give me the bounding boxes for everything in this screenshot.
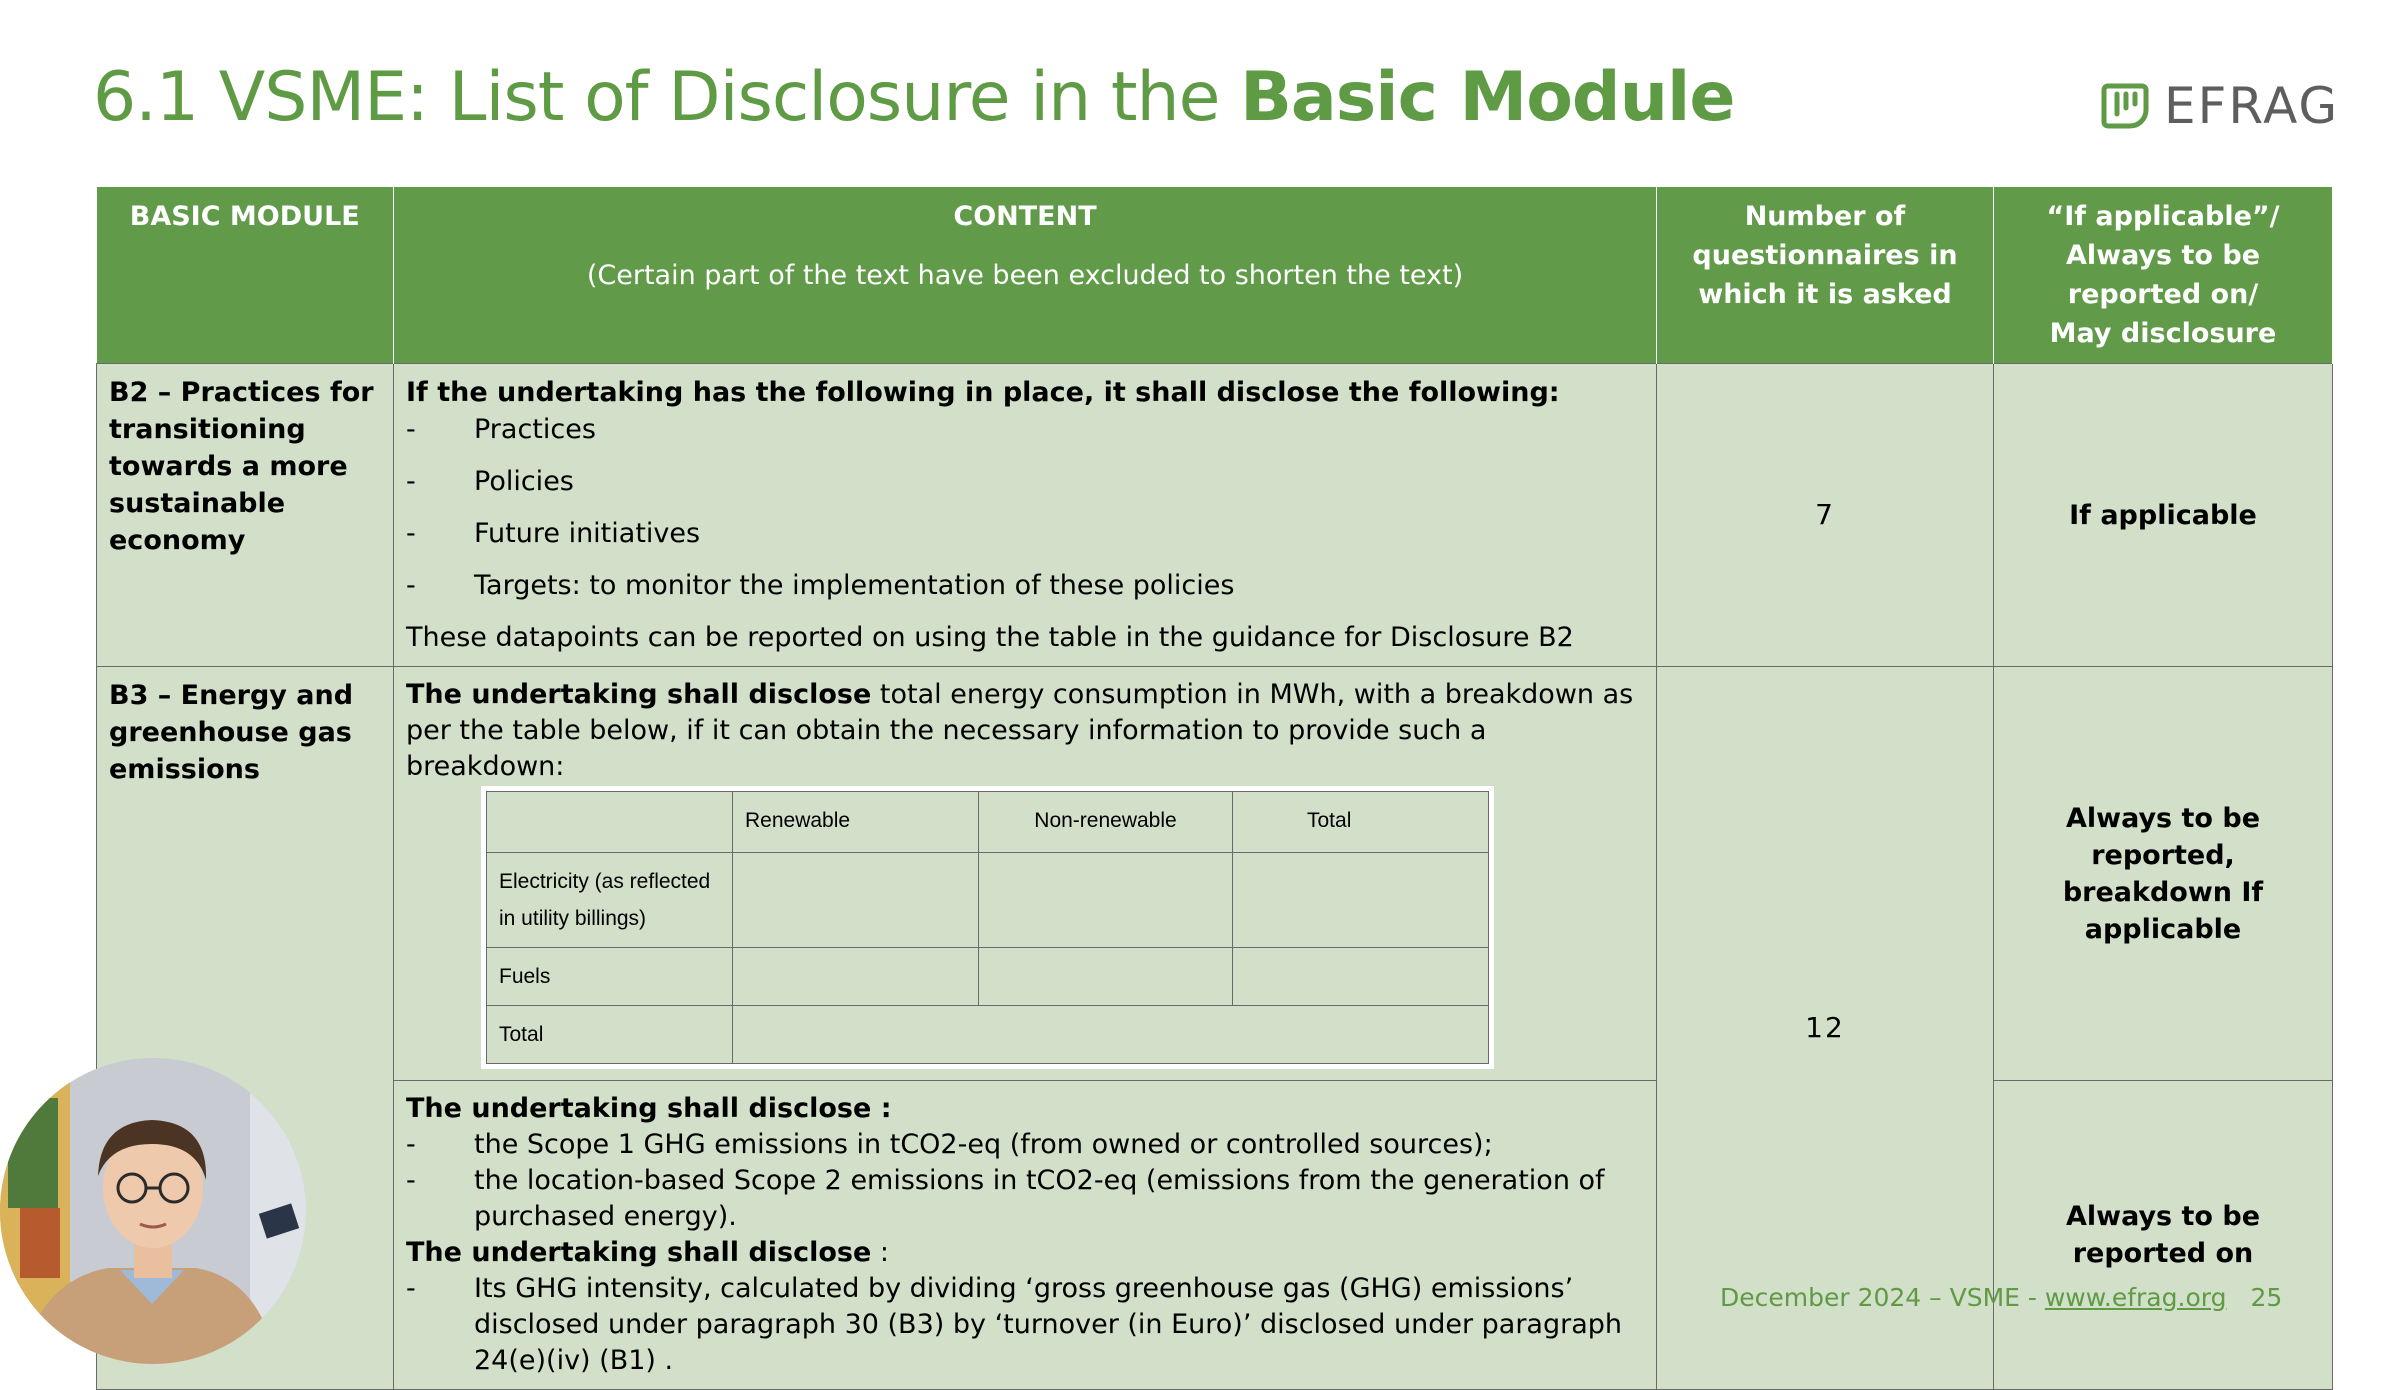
b3-intensity-head — [406, 1235, 1644, 1271]
table-row-b3-ghg — [97, 1081, 2333, 1390]
list-item-text: Policies — [474, 466, 574, 497]
b3-applicability-energy: Always to be reported, breakdown If applicable — [1994, 667, 2333, 1081]
energy-cell — [1233, 948, 1489, 1006]
list-item-text: the Scope 1 GHG emissions in tCO2-eq (from owned or controlled sources); — [474, 1129, 1493, 1160]
header-content-label: CONTENT — [953, 201, 1097, 232]
energy-row-label: Total — [487, 1006, 733, 1064]
list-item-text: Targets: to monitor the implementation of these policies — [474, 570, 1235, 601]
b2-applicability: If applicable — [1994, 364, 2333, 667]
b3-intensity-rest: : — [871, 1237, 889, 1268]
energy-cell — [733, 853, 979, 948]
header-questionnaires: Number of questionnaires in which it is asked — [1657, 187, 1994, 364]
bullet-dash: - — [406, 466, 416, 497]
energy-row-label: Electricity (as reflected in utility billings) — [487, 853, 733, 948]
page-title — [93, 58, 1734, 137]
header-applicability — [1994, 187, 2333, 364]
footer-text: December 2024 – VSME - — [1720, 1283, 2045, 1312]
bullet-dash: - — [406, 414, 416, 445]
energy-cell — [979, 853, 1233, 948]
bullet-dash: - — [406, 1129, 416, 1160]
table-row-b2 — [97, 364, 2333, 667]
presenter-video — [0, 1058, 306, 1364]
list-item-text: the location-based Scope 2 emissions in tCO2-eq (emissions from the generation of purchased energy). — [474, 1165, 1605, 1232]
list-item — [406, 567, 1644, 604]
list-item — [406, 1127, 1644, 1163]
energy-breakdown-table — [486, 791, 1489, 1064]
b3-intro-bold: The undertaking shall disclose — [406, 679, 872, 710]
energy-row-total — [487, 1006, 1489, 1064]
b3-applicability-ghg: Always to be reported on — [1994, 1081, 2333, 1390]
b2-count: 7 — [1815, 498, 1835, 531]
header-applicability-line3: May disclosure — [2049, 318, 2277, 349]
efrag-logo-text: EFRAG — [2164, 77, 2340, 135]
header-content — [394, 187, 1657, 364]
b3-intensity-bold: The undertaking shall disclose — [406, 1237, 872, 1268]
energy-col-blank — [487, 792, 733, 853]
b3-module-name: B3 – Energy and greenhouse gas emissions — [97, 667, 394, 1390]
bullet-dash: - — [406, 1165, 416, 1196]
footer — [1720, 1283, 2282, 1312]
bullet-dash: - — [406, 518, 416, 549]
energy-cell — [733, 948, 979, 1006]
table-header-row — [97, 187, 2333, 364]
b3-intro — [406, 677, 1644, 785]
b3-ghg-content — [394, 1081, 1657, 1390]
list-item — [406, 463, 1644, 500]
list-item-text: Practices — [474, 414, 596, 445]
title-bold: Basic Module — [1240, 58, 1735, 137]
energy-row-fuels — [487, 948, 1489, 1006]
list-item — [406, 1271, 1644, 1379]
b3-count-cell — [1657, 667, 1994, 1390]
efrag-logo — [2100, 78, 2339, 134]
energy-cell — [733, 1006, 1489, 1064]
b2-module-name: B2 – Practices for transitioning towards a more sustainable economy — [97, 364, 394, 667]
b3-energy-content — [394, 667, 1657, 1081]
header-content-subtitle: (Certain part of the text have been excluded to shorten the text) — [586, 260, 1464, 291]
energy-col-total: Total — [1233, 792, 1489, 853]
energy-col-renewable: Renewable — [733, 792, 979, 853]
header-applicability-line1: “If applicable”/ — [2046, 201, 2280, 232]
energy-cell — [979, 948, 1233, 1006]
list-item — [406, 1163, 1644, 1235]
b2-content — [394, 364, 1657, 667]
disclosure-table — [96, 187, 2333, 1390]
presenter-avatar-image — [0, 1058, 306, 1364]
energy-row-electricity — [487, 853, 1489, 948]
list-item-text: Future initiatives — [474, 518, 701, 549]
list-item-text: Its GHG intensity, calculated by dividing ‘gross greenhouse gas (GHG) emissions’ disclosed under paragraph 30 (B3) by ‘turnover (in Euro)’ disclosed under paragraph 24(e)(iv) (B1) . — [474, 1273, 1623, 1376]
table-row-b3-energy — [97, 667, 2333, 1081]
list-item — [406, 515, 1644, 552]
b3-ghg-head: The undertaking shall disclose : — [406, 1093, 892, 1124]
b2-note: These datapoints can be reported on using the table in the guidance for Disclosure B2 — [406, 622, 1574, 653]
list-item — [406, 411, 1644, 448]
energy-table-header-row — [487, 792, 1489, 853]
footer-link[interactable]: www.efrag.org — [2044, 1283, 2227, 1312]
b2-intro: If the undertaking has the following in place, it shall disclose the following: — [406, 377, 1560, 408]
bullet-dash: - — [406, 570, 416, 601]
energy-row-label: Fuels — [487, 948, 733, 1006]
energy-cell — [1233, 853, 1489, 948]
efrag-logo-icon — [2100, 80, 2150, 132]
header-basic-module: BASIC MODULE — [97, 187, 394, 364]
b3-intro-rest: total energy consumption in MWh, with a breakdown as per the table below, if it can obtain the necessary information to provide such a breakdown: — [406, 679, 1634, 782]
bullet-dash: - — [406, 1273, 416, 1304]
b3-count: 12 — [1805, 1011, 1845, 1044]
b2-count-cell — [1657, 364, 1994, 667]
page-number: 25 — [2250, 1283, 2283, 1312]
energy-col-non-renewable: Non-renewable — [979, 792, 1233, 853]
header-applicability-line2: Always to be reported on/ — [2065, 240, 2261, 310]
title-prefix: 6.1 VSME: List of Disclosure in the — [93, 58, 1241, 137]
